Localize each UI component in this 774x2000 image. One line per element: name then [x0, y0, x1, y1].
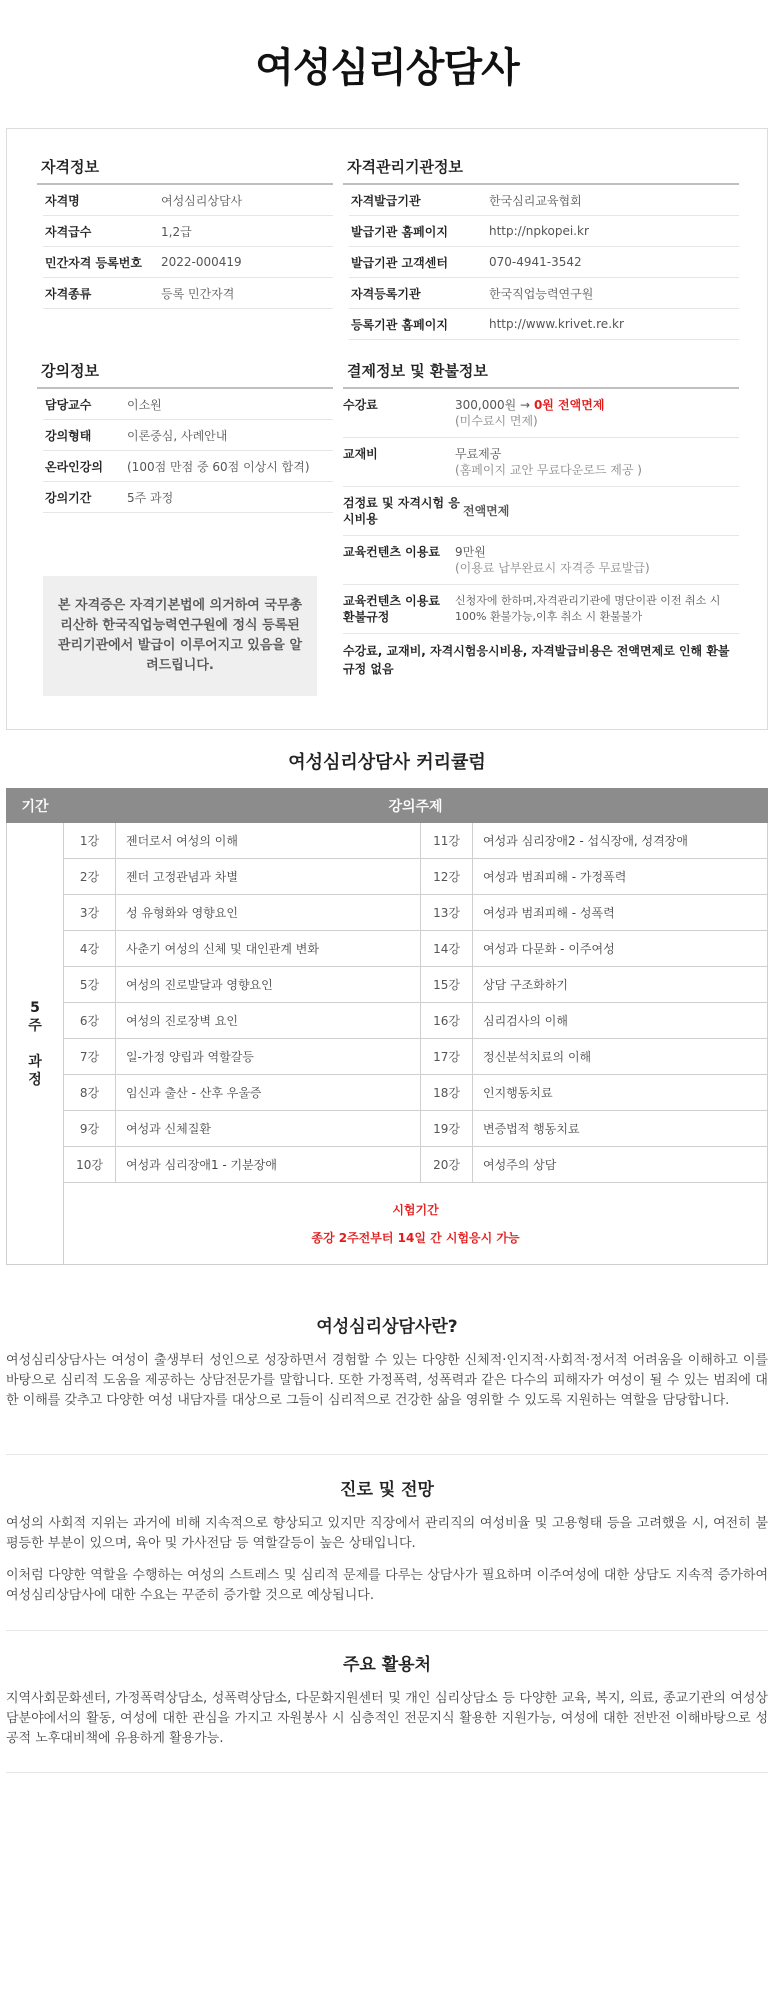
- content-fee-label: 교육컨텐츠 이용료: [343, 545, 440, 559]
- lesson-number: 19강: [421, 1111, 473, 1147]
- lecture-value: 5주 과정: [127, 490, 174, 505]
- table-row: [7, 1111, 768, 1147]
- lecture-value: 이론중심, 사례안내: [127, 428, 228, 443]
- about-title: 여성심리상담사란?: [316, 1317, 458, 1337]
- lesson-number: 10강: [64, 1147, 116, 1183]
- lecture-info-section: [37, 359, 333, 513]
- material-main: 무료제공: [455, 447, 502, 461]
- qual-value: 등록 민간자격: [161, 286, 235, 301]
- qual-row: [43, 247, 333, 278]
- fee-row: [343, 389, 739, 438]
- lecture-info-title: 강의정보: [37, 359, 333, 389]
- info-box: [6, 128, 768, 730]
- lesson-topic: 심리검사의 이해: [473, 1003, 768, 1039]
- exam-fee-label: 검정료 및 자격시험 응시비용: [343, 496, 460, 526]
- lesson-topic: 여성과 범죄피해 - 가정폭력: [473, 859, 768, 895]
- qual-value: 여성심리상담사: [161, 193, 243, 208]
- org-value: 한국직업능력연구원: [489, 286, 594, 301]
- certification-notice: 본 자격증은 자격기본법에 의거하여 국무총리산하 한국직업능력연구원에 정식 등록된 관리기관에서 발급이 이루어지고 있음을 알려드립니다.: [43, 576, 317, 696]
- lesson-number: 9강: [64, 1111, 116, 1147]
- lesson-number: 12강: [421, 859, 473, 895]
- org-key: 발급기관 홈페이지: [351, 224, 448, 239]
- usage-title: 주요 활용처: [342, 1655, 432, 1675]
- fee-price: 300,000원: [455, 398, 517, 412]
- refund-value: 신청자에 한하며,자격관리기관에 명단이관 이전 취소 시 100% 환불가능,이후 취소 시 환불불가: [455, 594, 721, 623]
- fee-label: 수강료: [343, 398, 378, 412]
- lesson-topic: 젠더로서 여성의 이해: [116, 823, 421, 859]
- usage-section: [6, 1650, 768, 1761]
- lesson-topic: 성 유형화와 영향요인: [116, 895, 421, 931]
- lecture-row: [43, 451, 333, 482]
- divider: [6, 1630, 768, 1631]
- lesson-topic: 임신과 출산 - 산후 우울증: [116, 1075, 421, 1111]
- lesson-topic: 변증법적 행동치료: [473, 1111, 768, 1147]
- lesson-topic: 여성과 다문화 - 이주여성: [473, 931, 768, 967]
- qual-key: 민간자격 등록번호: [45, 255, 142, 270]
- material-value: [455, 446, 642, 478]
- lesson-number: 20강: [421, 1147, 473, 1183]
- payment-section: [343, 359, 739, 678]
- org-row: [349, 216, 739, 247]
- lesson-number: 11강: [421, 823, 473, 859]
- material-label: 교재비: [343, 447, 378, 461]
- curriculum-title: 여성심리상담사 커리큘럼: [288, 752, 486, 773]
- lesson-number: 3강: [64, 895, 116, 931]
- lesson-number: 5강: [64, 967, 116, 1003]
- lesson-number: 16강: [421, 1003, 473, 1039]
- table-row: [7, 931, 768, 967]
- exam-fee-row: [343, 487, 739, 536]
- qual-info-title: 자격정보: [37, 155, 333, 185]
- divider: [6, 1772, 768, 1773]
- lesson-number: 14강: [421, 931, 473, 967]
- org-value: 070-4941-3542: [489, 255, 582, 269]
- qual-value: 1,2급: [161, 224, 192, 239]
- table-row: [7, 1003, 768, 1039]
- fee-value: [455, 397, 604, 429]
- org-row: [349, 185, 739, 216]
- fee-free: 0원 전액면제: [533, 398, 605, 412]
- exam-title: 시험기간: [392, 1202, 439, 1217]
- qual-key: 자격급수: [45, 224, 92, 239]
- lesson-number: 13강: [421, 895, 473, 931]
- lesson-topic: 여성과 신체질환: [116, 1111, 421, 1147]
- org-key: 자격발급기관: [351, 193, 421, 208]
- lesson-number: 1강: [64, 823, 116, 859]
- lesson-number: 7강: [64, 1039, 116, 1075]
- about-section: [6, 1312, 768, 1423]
- career-text-1: 여성의 사회적 지위는 과거에 비해 지속적으로 향상되고 있지만 직장에서 관리직의 여성비율 및 고용형태 등을 고려했을 시, 여전히 불평등한 부분이 있으며, 육아 및 가사전담 등 역할갈등이 높은 상태입니다.: [6, 1516, 768, 1551]
- content-fee-main: 9만원: [455, 545, 486, 559]
- registry-homepage-link[interactable]: http://www.krivet.re.kr: [489, 317, 624, 331]
- about-text: 여성심리상담사는 여성이 출생부터 성인으로 성장하면서 경험할 수 있는 다양한 신체적·인지적·사회적·정서적 어려움을 이해하고 이를 바탕으로 심리적 도움을 제공하는 상담전문가를 말합니다. 또한 가정폭력, 성폭력과 같은 다수의 피해자가 여성이 될 수 있는 범죄에 대한 이해를 갖추고 다양한 여성 내담자를 대상으로 그들이 심리적으로 건강한 삶을 영위할 수 있도록 지원하는 역할을 담당합니다.: [6, 1353, 768, 1408]
- exam-fee-value: 전액면제: [463, 504, 510, 518]
- exam-row: [7, 1183, 768, 1265]
- lesson-number: 4강: [64, 931, 116, 967]
- lesson-topic: 여성과 심리장애2 - 섭식장애, 성격장애: [473, 823, 768, 859]
- fee-arrow: →: [520, 398, 531, 412]
- qual-key: 자격명: [45, 193, 80, 208]
- lecture-value: 이소원: [127, 397, 162, 412]
- exam-desc: 종강 2주전부터 14일 간 시험응시 가능: [311, 1230, 520, 1245]
- content-fee-value: [455, 544, 650, 576]
- table-row: [7, 1039, 768, 1075]
- usage-text: 지역사회문화센터, 가정폭력상담소, 성폭력상담소, 다문화지원센터 및 개인 심리상담소 등 다양한 교육, 복지, 의료, 종교기관의 여성상담분야에서의 활동, 여성에 대한 관심을 가지고 자원봉사 시 심층적인 전문지식 활용한 지원가능, 여성에 대한 전반전 이해바탕으로 성공적 노후대비책에 유용하게 활용가능.: [6, 1691, 768, 1746]
- exam-cell: [64, 1183, 768, 1265]
- payment-title: 결제정보 및 환불정보: [343, 359, 739, 389]
- lesson-topic: 여성과 범죄피해 - 성폭력: [473, 895, 768, 931]
- lesson-topic: 여성과 심리장애1 - 기분장애: [116, 1147, 421, 1183]
- table-row: [7, 823, 768, 859]
- qual-key: 자격종류: [45, 286, 92, 301]
- qual-value: 2022-000419: [161, 255, 242, 269]
- lesson-number: 6강: [64, 1003, 116, 1039]
- lesson-number: 8강: [64, 1075, 116, 1111]
- lecture-key: 강의형태: [45, 428, 92, 443]
- lesson-topic: 일-가정 양립과 역할갈등: [116, 1039, 421, 1075]
- curriculum-header: [7, 789, 768, 823]
- org-key: 자격등록기관: [351, 286, 421, 301]
- table-row: [7, 859, 768, 895]
- divider: [6, 1454, 768, 1455]
- lesson-topic: 여성주의 상담: [473, 1147, 768, 1183]
- page-title: 여성심리상담사: [255, 45, 519, 91]
- lesson-topic: 여성의 진로발달과 영향요인: [116, 967, 421, 1003]
- lesson-number: 15강: [421, 967, 473, 1003]
- org-row: [349, 247, 739, 278]
- lesson-number: 18강: [421, 1075, 473, 1111]
- lesson-topic: 인지행동치료: [473, 1075, 768, 1111]
- table-row: [7, 1075, 768, 1111]
- lecture-key: 담당교수: [45, 397, 92, 412]
- org-key: 등록기관 홈페이지: [351, 317, 448, 332]
- fee-sub: (미수료시 면제): [455, 414, 538, 428]
- lecture-key: 강의기간: [45, 490, 92, 505]
- career-title: 진로 및 전망: [340, 1480, 434, 1500]
- org-value: 한국심리교육협회: [489, 193, 582, 208]
- col-topic: 강의주제: [64, 789, 768, 823]
- lesson-topic: 젠더 고정관념과 차별: [116, 859, 421, 895]
- career-section: [6, 1475, 768, 1618]
- org-row: [349, 278, 739, 309]
- career-text-2: 이처럼 다양한 역할을 수행하는 여성의 스트레스 및 심리적 문제를 다루는 상담사가 필요하며 이주여성에 대한 상담도 지속적 증가하여 여성심리상담사에 대한 수요는 꾸준히 증가할 것으로 예상됩니다.: [6, 1568, 768, 1603]
- refund-label: 교육컨텐츠 이용료 환불규정: [343, 594, 440, 624]
- table-row: [7, 1147, 768, 1183]
- qual-info-section: [37, 155, 333, 309]
- material-row: [343, 438, 739, 487]
- table-row: [7, 967, 768, 1003]
- lecture-row: [43, 389, 333, 420]
- refund-row: [343, 585, 739, 634]
- material-sub: (홈페이지 교안 무료다운로드 제공 ): [455, 463, 642, 477]
- lecture-value: (100점 만점 중 60점 이상시 합격): [127, 459, 310, 474]
- table-row: [7, 895, 768, 931]
- lesson-topic: 상담 구조화하기: [473, 967, 768, 1003]
- lesson-topic: 여성의 진로장벽 요인: [116, 1003, 421, 1039]
- qual-row: [43, 278, 333, 309]
- org-key: 발급기관 고객센터: [351, 255, 448, 270]
- qual-row: [43, 185, 333, 216]
- org-homepage-link[interactable]: http://npkopei.kr: [489, 224, 589, 238]
- curriculum-table: [6, 788, 768, 1265]
- lesson-topic: 정신분석치료의 이해: [473, 1039, 768, 1075]
- curriculum-body: [7, 823, 768, 1265]
- period-cell: 5 주 과 정: [7, 823, 64, 1265]
- org-info-section: [343, 155, 739, 340]
- org-row: [349, 309, 739, 340]
- lesson-topic: 사춘기 여성의 신체 및 대인관계 변화: [116, 931, 421, 967]
- refund-note: 수강료, 교재비, 자격시험응시비용, 자격발급비용은 전액면제로 인해 환불규정 없음: [343, 644, 730, 676]
- lecture-row: [43, 482, 333, 513]
- org-info-title: 자격관리기관정보: [343, 155, 739, 185]
- lecture-row: [43, 420, 333, 451]
- content-fee-row: [343, 536, 739, 585]
- lesson-number: 2강: [64, 859, 116, 895]
- lecture-key: 온라인강의: [45, 459, 103, 474]
- col-period: 기간: [7, 789, 64, 823]
- qual-row: [43, 216, 333, 247]
- content-fee-sub: (이용료 납부완료시 자격증 무료발급): [455, 561, 650, 575]
- lesson-number: 17강: [421, 1039, 473, 1075]
